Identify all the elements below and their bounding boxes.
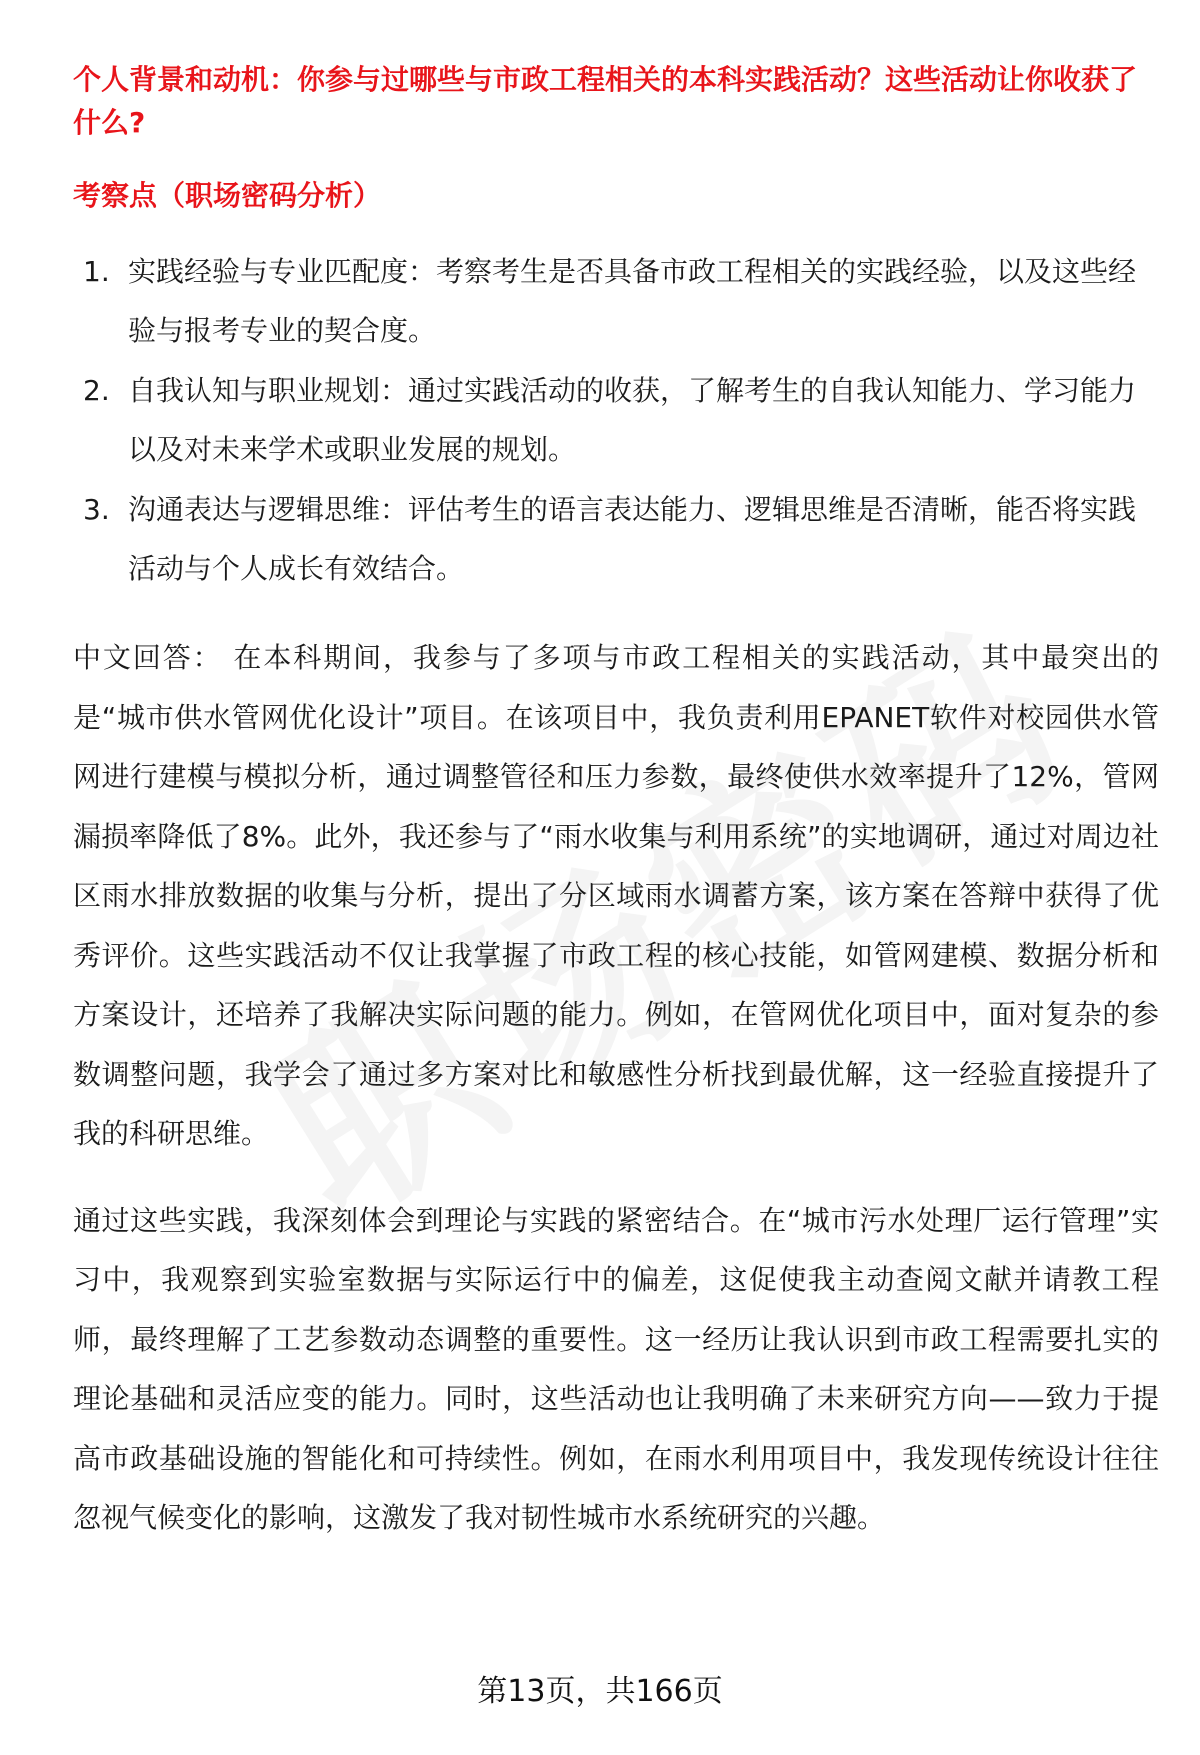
answer-paragraph: 中文回答： 在本科期间，我参与了多项与市政工程相关的实践活动，其中最突出的是“城市供水管网优化设计”项目。在该项目中，我负责利用EPANET软件对校园供水管网进行建模与模拟分析，通过调整管径和压力参数，最终使供水效率提升了12%，管网漏损率降低了8%。此外，我还参与了“雨水收集与利用系统”的实地调研，通过对周边社区雨水排放数据的收集与分析，提出了分区域雨水调蓄方案，该方案在答辩中获得了优秀评价。这些实践活动不仅让我掌握了市政工程的核心技能，如管网建模、数据分析和方案设计，还培养了我解决实际问题的能力。例如，在管网优化项目中，面对复杂的参数调整问题，我学会了通过多方案对比和敏感性分析找到最优解，这一经验直接提升了我的科研思维。	[73, 641, 1159, 1150]
question-heading: 个人背景和动机：你参与过哪些与市政工程相关的本科实践活动？这些活动让你收获了什么?	[73, 63, 1138, 139]
list-item	[73, 242, 1159, 360]
section-title: 考察点（职场密码分析）	[73, 179, 382, 212]
list-item	[73, 361, 1159, 479]
list-item-text: 自我认知与职业规划：通过实践活动的收获，了解考生的自我认知能力、学习能力以及对未来学术或职业发展的规划。	[128, 374, 1137, 466]
page-number-footer: 第13页，共166页	[477, 1674, 723, 1709]
list-item	[73, 480, 1159, 598]
list-item-number: 3.	[83, 493, 110, 526]
list-item-number: 2.	[83, 374, 110, 407]
document-page	[73, 58, 1159, 1548]
list-item-number: 1.	[83, 255, 110, 288]
answer-paragraph: 通过这些实践，我深刻体会到理论与实践的紧密结合。在“城市污水处理厂运行管理”实习中，我观察到实验室数据与实际运行中的偏差，这促使我主动查阅文献并请教工程师，最终理解了工艺参数动态调整的重要性。这一经历让我认识到市政工程需要扎实的理论基础和灵活应变的能力。同时，这些活动也让我明确了未来研究方向——致力于提高市政基础设施的智能化和可持续性。例如，在雨水利用项目中，我发现传统设计往往忽视气候变化的影响，这激发了我对韧性城市水系统研究的兴趣。	[73, 1203, 1159, 1534]
list-item-text: 实践经验与专业匹配度：考察考生是否具备市政工程相关的实践经验，以及这些经验与报考专业的契合度。	[128, 255, 1137, 347]
assessment-points-list	[73, 242, 1159, 598]
list-item-text: 沟通表达与逻辑思维：评估考生的语言表达能力、逻辑思维是否清晰，能否将实践活动与个人成长有效结合。	[128, 493, 1137, 585]
